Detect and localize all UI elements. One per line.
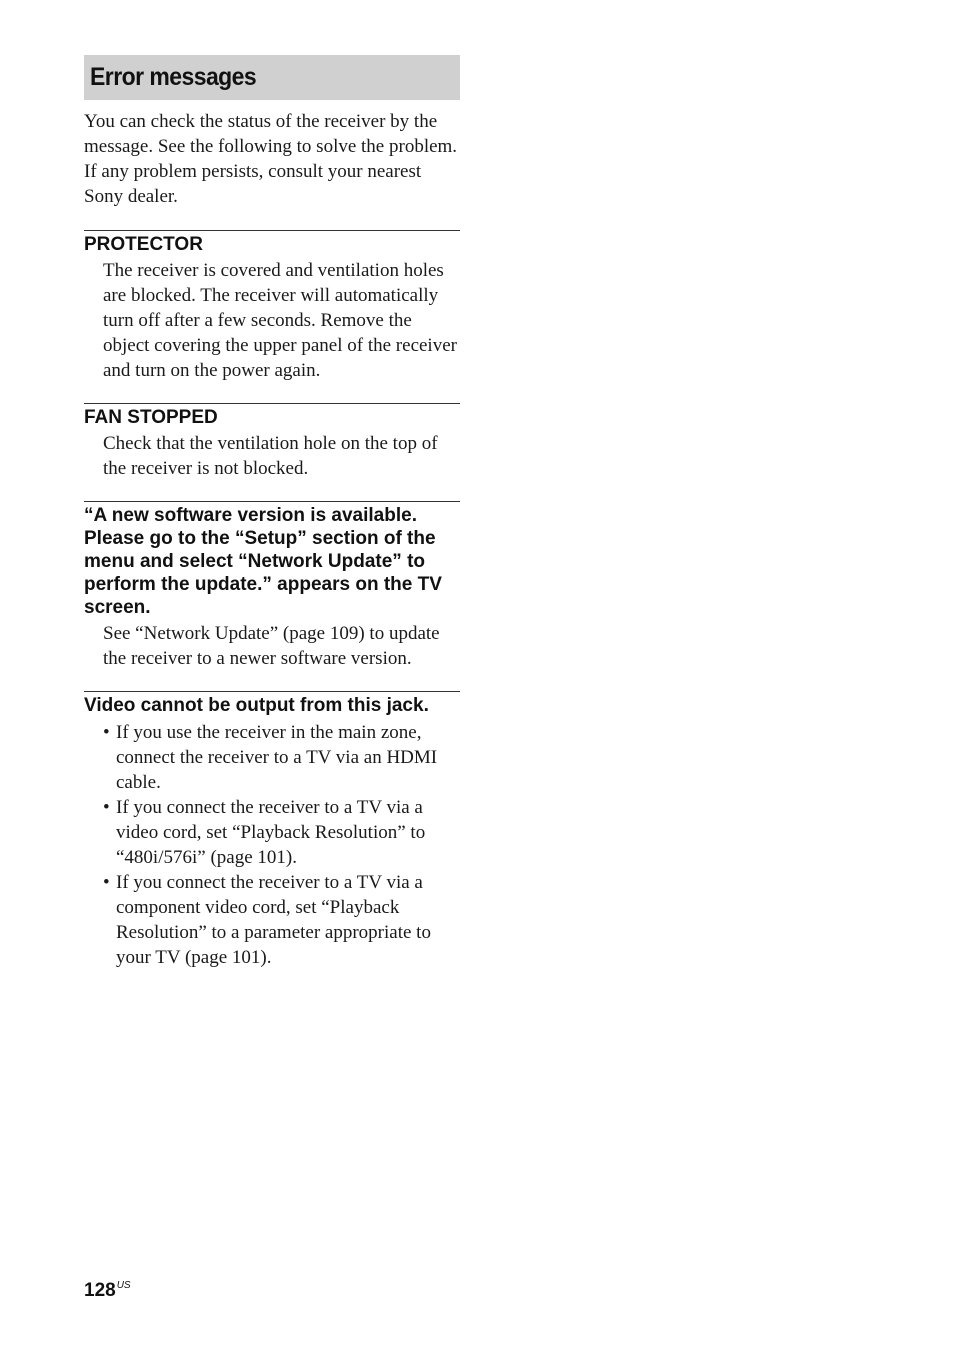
intro-paragraph: You can check the status of the receiver by the message. See the following to solve the problem. If any problem persists, consult your nearest Sony dealer.: [84, 111, 458, 207]
entry-heading: PROTECTOR: [84, 234, 203, 255]
section-title: Error messages: [90, 63, 257, 91]
list-item-text: If you use the receiver in the main zone, connect the receiver to a TV via an HDMI cable.: [116, 722, 438, 793]
page-number-value: 128: [84, 1280, 116, 1301]
list-item: [103, 720, 460, 795]
section-banner: [84, 55, 460, 100]
page-number: [84, 1280, 131, 1302]
bullet-icon: •: [103, 797, 110, 818]
list-item: [103, 795, 460, 870]
entry-body: The receiver is covered and ventilation holes are blocked. The receiver will automatically turn off after a few seconds. Remove the object covering the upper panel of the receiver and turn on the power again.: [103, 260, 457, 381]
page-region-mark: US: [116, 1280, 131, 1291]
entry-heading: “A new software version is available. Please go to the “Setup” section of the menu and select “Network Update” to perform the update.” appears on the TV screen.: [84, 505, 442, 618]
entry-body: See “Network Update” (page 109) to update the receiver to a newer software version.: [103, 623, 440, 669]
error-entry-fan-stopped: [84, 403, 460, 481]
error-entry-protector: [84, 230, 460, 383]
list-item-text: If you connect the receiver to a TV via a video cord, set “Playback Resolution” to “480i/576i” (page 101).: [116, 797, 426, 868]
bullet-list: [103, 720, 460, 970]
bullet-icon: •: [103, 872, 110, 893]
error-entry-software-update: [84, 501, 460, 671]
list-item-text: If you connect the receiver to a TV via a component video cord, set “Playback Resolution” to a parameter appropriate to your TV (page 101).: [116, 872, 431, 968]
entry-heading: FAN STOPPED: [84, 407, 218, 428]
content-column: [84, 55, 460, 970]
list-item: [103, 870, 460, 970]
error-entry-video-output: [84, 691, 460, 970]
entry-body: Check that the ventilation hole on the top of the receiver is not blocked.: [103, 433, 438, 479]
bullet-icon: •: [103, 722, 110, 743]
entry-heading: Video cannot be output from this jack.: [84, 695, 429, 716]
